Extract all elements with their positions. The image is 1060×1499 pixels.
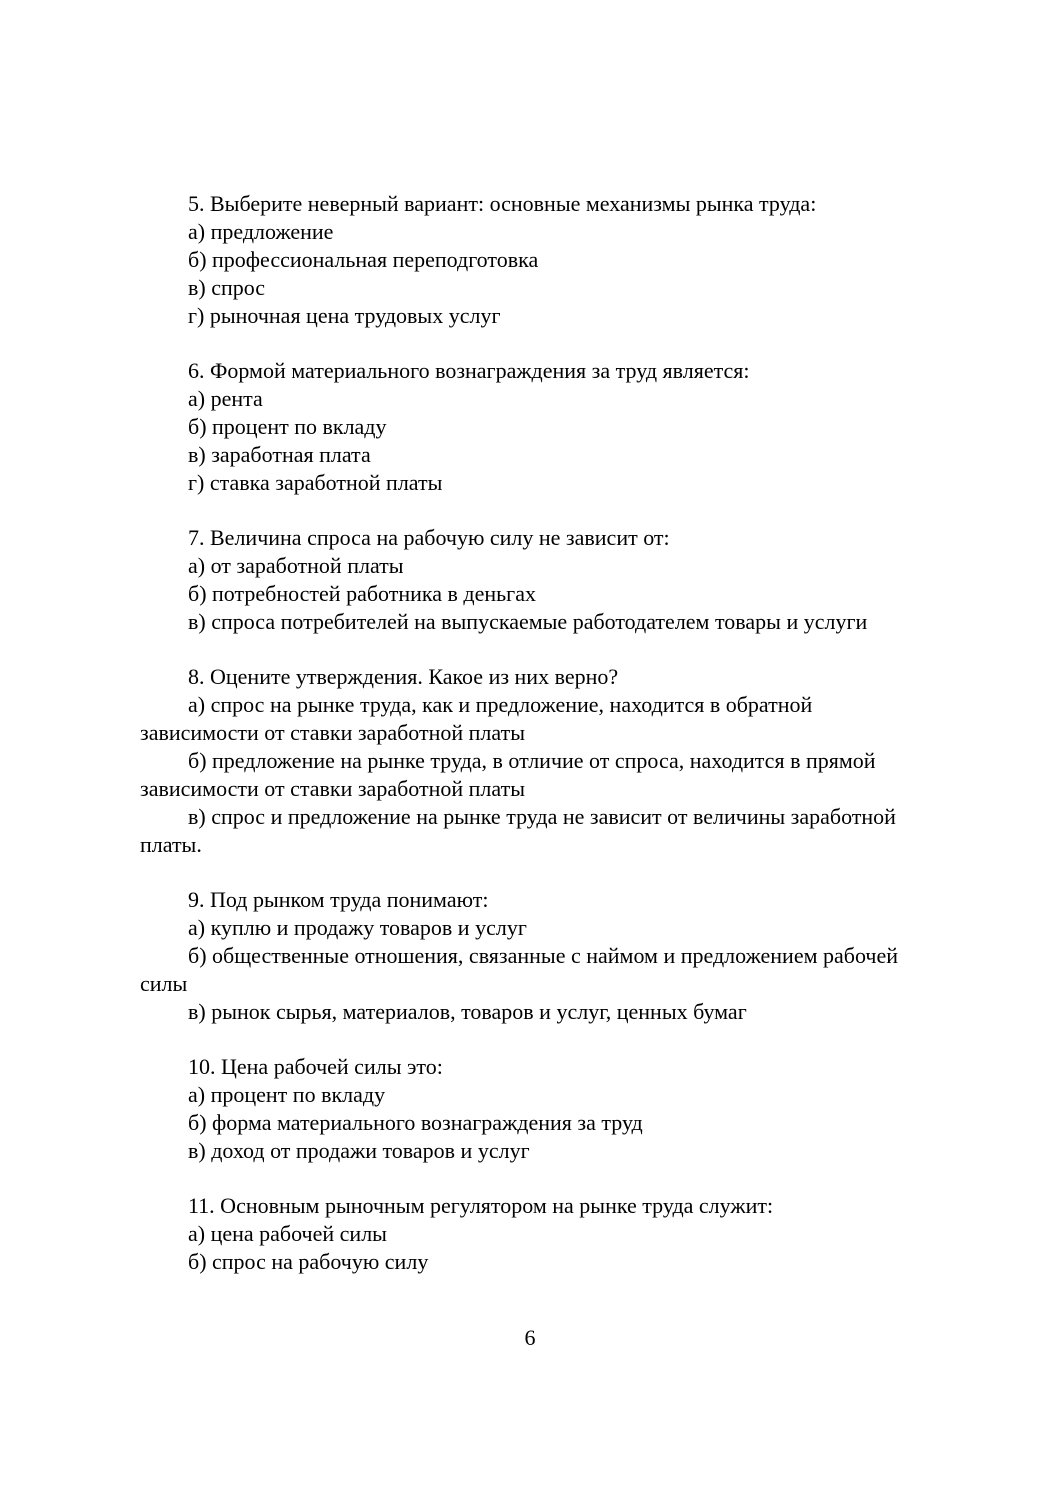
question-8-heading: 8. Оцените утверждения. Какое из них верно? xyxy=(188,664,619,689)
question-9-option-a: а) куплю и продажу товаров и услуг xyxy=(188,915,527,940)
question-10-heading: 10. Цена рабочей силы это: xyxy=(188,1054,443,1079)
question-5-option-b: б) профессиональная переподготовка xyxy=(188,247,539,272)
question-7-option-b: б) потребностей работника в деньгах xyxy=(188,581,536,606)
question-6-option-b: б) процент по вкладу xyxy=(188,414,387,439)
question-5-heading: 5. Выберите неверный вариант: основные механизмы рынка труда: xyxy=(188,191,817,216)
question-11-option-a: а) цена рабочей силы xyxy=(188,1221,387,1246)
question-5-option-g: г) рыночная цена трудовых услуг xyxy=(188,303,501,328)
question-9-option-b-line2: силы xyxy=(140,971,188,996)
question-8-option-b-line2: зависимости от ставки заработной платы xyxy=(140,776,525,801)
page-number: 6 xyxy=(524,1325,536,1350)
question-9-option-v: в) рынок сырья, материалов, товаров и услуг, ценных бумаг xyxy=(188,999,747,1024)
question-10-option-a: а) процент по вкладу xyxy=(188,1082,386,1107)
question-9-heading: 9. Под рынком труда понимают: xyxy=(188,887,489,912)
question-6-option-a: а) рента xyxy=(188,386,263,411)
question-8-option-a-line2: зависимости от ставки заработной платы xyxy=(140,720,525,745)
question-7-heading: 7. Величина спроса на рабочую силу не зависит от: xyxy=(188,525,670,550)
question-8-option-b-line1: б) предложение на рынке труда, в отличие от спроса, находится в прямой xyxy=(188,748,876,773)
question-5-option-v: в) спрос xyxy=(188,275,266,300)
question-6-heading: 6. Формой материального вознаграждения за труд является: xyxy=(188,358,750,383)
question-10-option-b: б) форма материального вознаграждения за труд xyxy=(188,1110,643,1135)
question-8-option-v-line1: в) спрос и предложение на рынке труда не зависит от величины заработной xyxy=(188,804,896,829)
question-6-option-v: в) заработная плата xyxy=(188,442,371,467)
question-7-option-a: а) от заработной платы xyxy=(188,553,404,578)
question-7-option-v: в) спроса потребителей на выпускаемые работодателем товары и услуги xyxy=(188,609,868,634)
question-5-option-a: а) предложение xyxy=(188,219,334,244)
question-11-option-b: б) спрос на рабочую силу xyxy=(188,1249,429,1274)
question-8-option-v-line2: платы. xyxy=(140,832,202,857)
question-10-option-v: в) доход от продажи товаров и услуг xyxy=(188,1138,530,1163)
question-9-option-b-line1: б) общественные отношения, связанные с наймом и предложением рабочей xyxy=(188,943,899,968)
question-8-option-a-line1: а) спрос на рынке труда, как и предложение, находится в обратной xyxy=(188,692,813,717)
question-6-option-g: г) ставка заработной платы xyxy=(188,470,443,495)
question-11-heading: 11. Основным рыночным регулятором на рынке труда служит: xyxy=(188,1193,774,1218)
